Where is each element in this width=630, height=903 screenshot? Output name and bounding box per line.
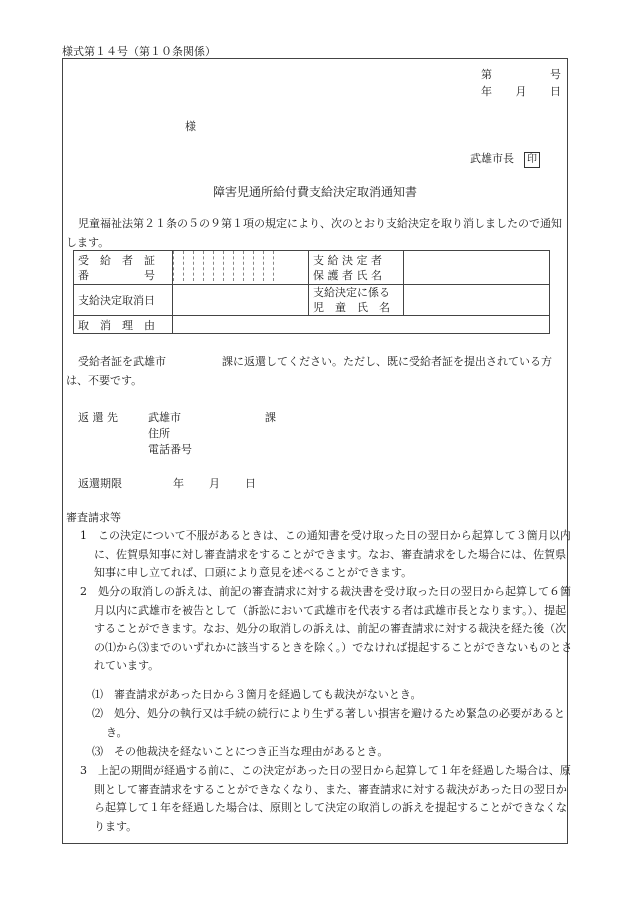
deadline-month: 月 <box>209 477 220 490</box>
return-to-dept: 課 <box>265 411 276 424</box>
seal-mark: 印 <box>524 152 540 168</box>
decision-holder-value[interactable] <box>404 251 550 285</box>
number-label: 第 <box>481 68 492 81</box>
deadline-year: 年 <box>173 477 184 490</box>
form-label: 様式第１４号（第１０条関係） <box>62 45 216 58</box>
cancel-date-label: 支給決定取消日 <box>74 285 173 316</box>
child-name-label: 支給決定に係る 児 童 氏 名 <box>309 285 404 316</box>
page-title: 障害児通所給付費支給決定取消通知書 <box>212 185 417 199</box>
return-to-city: 武雄市 <box>148 411 181 424</box>
return-notice: 受給者証を武雄市 課に返還してください。ただし、既に受給者証を提出されている方は、不要です。 <box>66 355 552 387</box>
issue-date <box>481 83 561 99</box>
deadline-label: 返還期限 <box>78 477 122 490</box>
reason-value[interactable] <box>173 316 550 334</box>
issuer <box>470 150 540 168</box>
deadline-day: 日 <box>245 477 256 490</box>
number-suffix: 号 <box>550 68 561 81</box>
return-to-label: 返 還 先 <box>78 411 118 424</box>
intro-paragraph: 児童福祉法第２１条の５の９第１項の規定により、次のとおり支給決定を取り消しましたので通知します。 <box>66 217 562 249</box>
review-item-2: 2 処分の取消しの訴えは、前記の審査請求に対する裁決書を受け取った日の翌日から起算して６箇月以内に武雄市を被告として（訴訟において武雄市を代表する者は武雄市長となります。）、提起することができます。なお、処分の取消しの訴えは、前記の審査請求に対する裁決を経た後（次の⑴から⑶までのいずれかに該当するときを除く。）でなければ提起することができないものとされています。 <box>80 585 573 672</box>
document-number <box>481 66 561 82</box>
cancel-date-value[interactable] <box>173 285 309 316</box>
addressee-suffix: 様 <box>185 120 196 133</box>
review-sub-1: ⑴ 審査請求があった日から３箇月を経過しても裁決がないとき。 <box>92 688 422 701</box>
issue-month: 月 <box>515 85 527 98</box>
decision-table <box>73 250 550 334</box>
cert-number-label: 受 給 者 証 番 号 <box>74 251 173 285</box>
decision-holder-label: 支 給 決 定 者 保 護 者 氏 名 <box>309 251 404 285</box>
review-heading: 審査請求等 <box>66 511 121 524</box>
child-name-value[interactable] <box>404 285 550 316</box>
return-to-address: 住所 <box>148 427 170 440</box>
review-item-3: 3 上記の期間が経過する前に、この決定があった日の翌日から起算して１年を経過した場合は、原則として審査請求をすることができなくなり、また、審査請求に対する裁決があった日の翌日から起算して１年を経過した場合は、原則として決定の取消しの訴えを提起することができなくなります。 <box>80 764 571 833</box>
issue-year: 年 <box>481 85 492 98</box>
reason-label: 取 消 理 由 <box>74 316 173 334</box>
review-sub-3: ⑶ その他裁決を経ないことにつき正当な理由があるとき。 <box>92 745 389 758</box>
issue-day: 日 <box>550 85 561 98</box>
issuer-name: 武雄市長 <box>470 152 514 165</box>
cert-number-boxes[interactable] <box>173 251 309 285</box>
return-to-phone: 電話番号 <box>148 443 192 456</box>
review-sub-2: ⑵ 処分、処分の執行又は手続の続行により生ずる著しい損害を避けるため緊急の必要があるとき。 <box>92 707 565 739</box>
review-item-1: 1 この決定について不服があるときは、この通知書を受け取った日の翌日から起算して３箇月以内に、佐賀県知事に対し審査請求をすることができます。なお、審査請求をした場合には、佐賀県知事に申し立てれば、口頭により意見を述べることができます。 <box>80 529 571 579</box>
